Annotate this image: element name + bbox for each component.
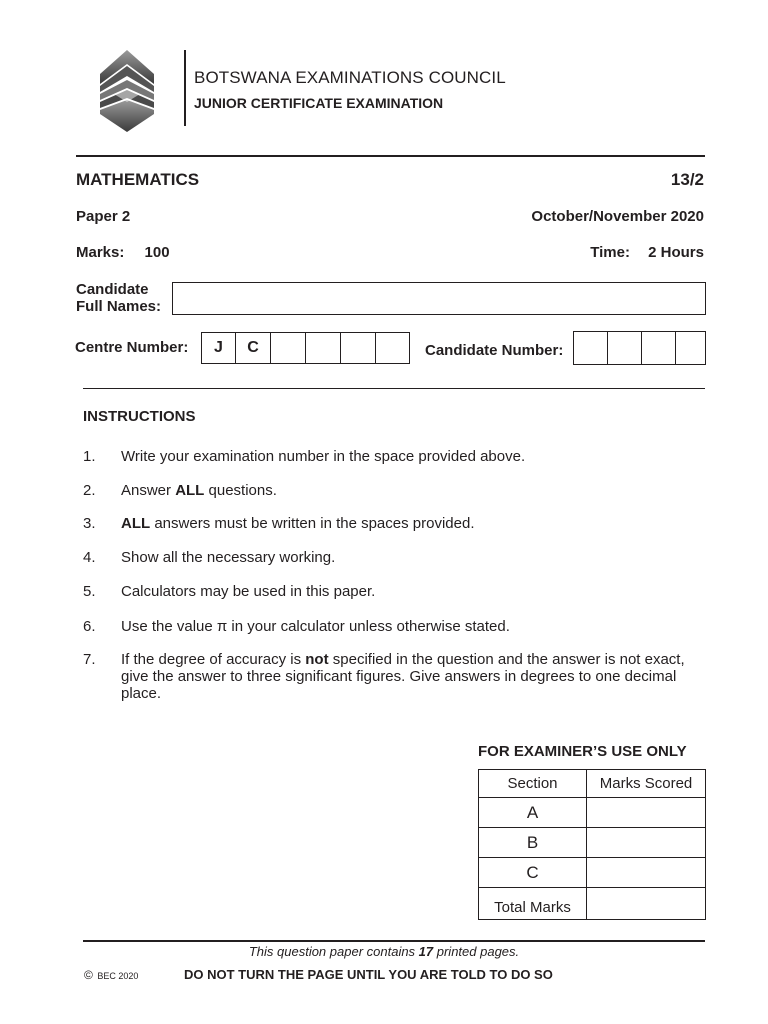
section-label: B	[479, 828, 587, 858]
candidate-names-label	[76, 281, 161, 315]
candidate-number-label: Candidate Number:	[425, 342, 564, 359]
instructions-heading: INSTRUCTIONS	[83, 408, 196, 425]
paper-code: 13/2	[670, 170, 704, 189]
instruction-text: If the degree of accuracy is not specified in the question and the answer is not exact, give the answer to three significant figures. Give answers in degrees to one decimal place.	[121, 651, 685, 702]
instruction-text: Calculators may be used in this paper.	[121, 583, 376, 600]
time-info	[590, 244, 704, 261]
candidate-names-label-line2: Full Names:	[76, 298, 162, 315]
examiner-table	[478, 769, 706, 920]
footer-rule	[83, 940, 705, 942]
instruction-text: Answer ALL questions.	[121, 482, 277, 499]
centre-number-box[interactable]	[306, 333, 341, 363]
instruction-number: 3.	[83, 515, 96, 532]
centre-number-box[interactable]: J	[202, 333, 236, 363]
centre-number-label: Centre Number:	[75, 339, 189, 356]
section-label: C	[479, 858, 587, 888]
candidate-number-box[interactable]	[574, 332, 608, 364]
bec-logo-icon	[96, 48, 158, 134]
instruction-number: 2.	[83, 482, 96, 499]
marks-value: 100	[144, 244, 170, 261]
time-value: 2 Hours	[648, 244, 704, 261]
marks-cell[interactable]	[587, 858, 706, 888]
centre-number-box[interactable]: C	[236, 333, 271, 363]
section-rule	[83, 388, 705, 389]
table-row	[479, 828, 706, 858]
centre-number-box[interactable]	[376, 333, 409, 363]
marks-cell[interactable]	[587, 798, 706, 828]
instruction-text: ALL answers must be written in the spaces provided.	[121, 515, 475, 532]
instruction-number: 6.	[83, 618, 96, 635]
candidate-number-box[interactable]	[608, 332, 642, 364]
marks-cell[interactable]	[587, 828, 706, 858]
subject-title: MATHEMATICS	[76, 170, 200, 189]
instruction-number: 1.	[83, 448, 96, 465]
centre-number-boxes	[201, 332, 410, 364]
marks-info	[76, 244, 170, 261]
table-row	[479, 858, 706, 888]
table-header-row	[479, 770, 706, 798]
copyright-icon: ©	[84, 968, 93, 982]
candidate-names-field[interactable]	[172, 282, 706, 315]
section-label: A	[479, 798, 587, 828]
total-label: Total Marks	[479, 888, 587, 920]
copyright-text: BEC 2020	[97, 971, 139, 981]
instruction-number: 4.	[83, 549, 96, 566]
candidate-number-box[interactable]	[676, 332, 705, 364]
section-column-header: Section	[479, 770, 587, 798]
centre-number-box[interactable]	[271, 333, 306, 363]
total-marks-cell[interactable]	[587, 888, 706, 920]
warning-text: DO NOT TURN THE PAGE UNTIL YOU ARE TOLD TO DO SO	[184, 967, 553, 982]
exam-session: October/November 2020	[531, 208, 704, 225]
marks-column-header: Marks Scored	[587, 770, 706, 798]
page-count-note: This question paper contains 17 printed pages.	[248, 944, 520, 959]
marks-label: Marks:	[76, 244, 125, 261]
instruction-number: 5.	[83, 583, 96, 600]
table-row	[479, 798, 706, 828]
exam-type: JUNIOR CERTIFICATE EXAMINATION	[194, 95, 444, 111]
candidate-number-boxes	[573, 331, 706, 365]
instruction-text: Use the value π in your calculator unless otherwise stated.	[121, 618, 510, 635]
candidate-names-label-line1: Candidate	[76, 281, 149, 298]
paper-number: Paper 2	[76, 208, 131, 225]
copyright	[84, 968, 138, 982]
instruction-text: Write your examination number in the space provided above.	[121, 448, 526, 465]
instruction-text: Show all the necessary working.	[121, 549, 336, 566]
centre-number-box[interactable]	[341, 333, 376, 363]
top-rule	[76, 155, 705, 157]
instruction-number: 7.	[83, 651, 96, 668]
candidate-number-box[interactable]	[642, 332, 676, 364]
council-name: BOTSWANA EXAMINATIONS COUNCIL	[194, 68, 506, 87]
header-divider	[184, 50, 186, 126]
examiner-heading: FOR EXAMINER’S USE ONLY	[478, 743, 687, 760]
total-row	[479, 888, 706, 920]
time-label: Time:	[590, 244, 630, 261]
